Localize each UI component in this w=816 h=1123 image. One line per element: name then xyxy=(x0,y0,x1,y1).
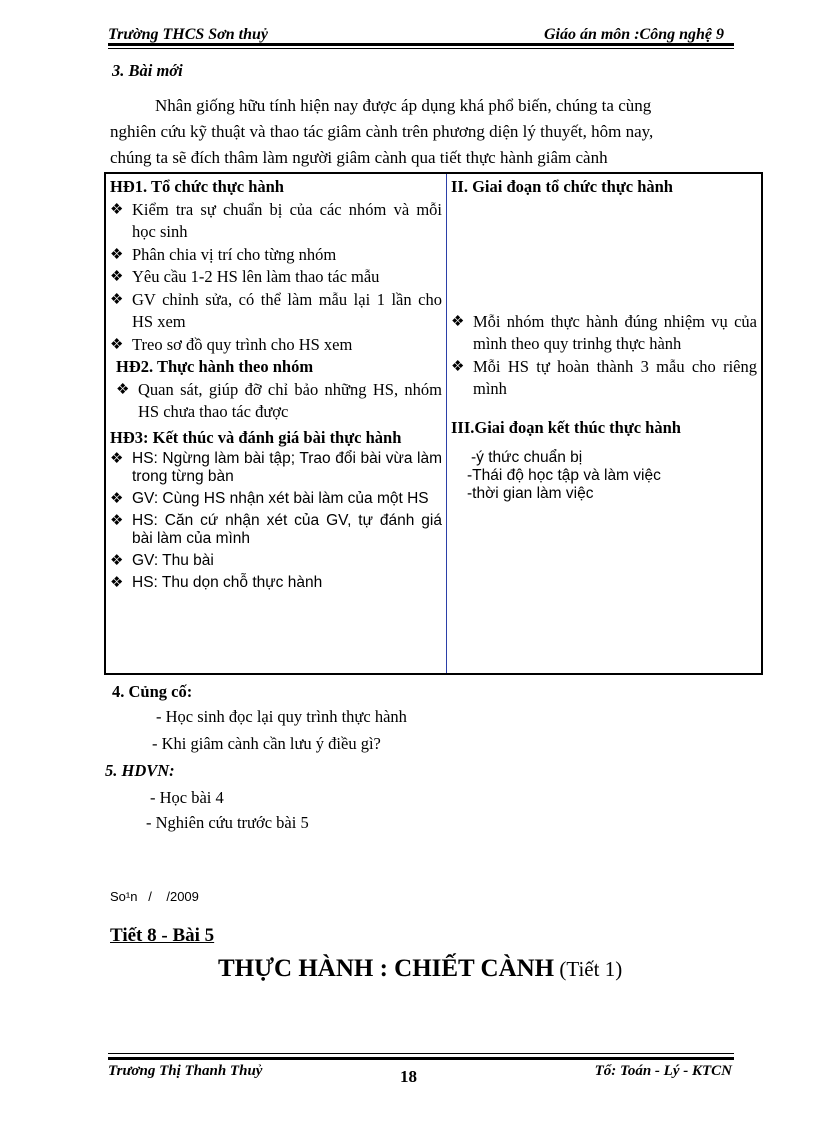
hd1-item: ❖ GV chỉnh sửa, có thể làm mẫu lại 1 lần cho HS xem xyxy=(110,289,442,331)
diamond-bullet-icon: ❖ xyxy=(110,336,124,353)
lesson-title-main: THỰC HÀNH : CHIẾT CÀNH xyxy=(218,955,555,982)
hd3-item: ❖ GV: Thu bài xyxy=(110,551,214,569)
hd2-title: HĐ2. Thực hành theo nhóm xyxy=(116,357,314,376)
page-number: 18 xyxy=(400,1067,417,1086)
preparation-date: So¹n / /2009 xyxy=(110,889,199,904)
footer-department: Tổ: Toán - Lý - KTCN xyxy=(594,1063,732,1079)
teacher-activities-cell xyxy=(105,173,447,674)
section4-line-1: - Học sinh đọc lại quy trình thực hành xyxy=(156,707,407,726)
section5-line-2: - Nghiên cứu trước bài 5 xyxy=(146,813,309,832)
stage2-item: ❖ Mỗi nhóm thực hành đúng nhiệm vụ của mình theo quy trinhg thực hành xyxy=(451,311,757,353)
diamond-bullet-icon: ❖ xyxy=(110,489,124,507)
hd2-item: ❖ Quan sát, giúp đỡ chỉ bảo những HS, nhóm HS chưa thao tác được xyxy=(116,379,442,421)
diamond-bullet-icon: ❖ xyxy=(110,201,124,218)
footer-author: Trương Thị Thanh Thuỷ xyxy=(108,1063,263,1079)
footer-rule-thick xyxy=(108,1057,734,1060)
diamond-bullet-icon: ❖ xyxy=(110,511,124,529)
lesson-subtitle: Tiết 8 - Bài 5 xyxy=(110,925,215,946)
diamond-bullet-icon: ❖ xyxy=(451,358,465,375)
diamond-bullet-icon: ❖ xyxy=(110,291,124,308)
hd1-item: ❖ Yêu cầu 1-2 HS lên làm thao tác mẫu xyxy=(110,267,380,286)
lesson-title-suffix: (Tiết 1) xyxy=(554,957,623,981)
section3-heading: 3. Bài mới xyxy=(112,61,183,80)
student-activities-cell xyxy=(447,173,763,674)
stage2-item: ❖ Mỗi HS tự hoàn thành 3 mẫu cho riêng mình xyxy=(451,356,757,398)
hd3-item: ❖ HS: Ngừng làm bài tập; Trao đổi bài vừa làm trong từng bàn xyxy=(110,449,442,485)
stage3-line: -Thái độ học tập và làm việc xyxy=(467,467,661,484)
header-school: Trường THCS Sơn thuỷ xyxy=(108,26,268,43)
hd3-item: ❖ HS: Căn cứ nhận xét của GV, tự đánh giá bài làm của mình xyxy=(110,511,442,547)
lesson-title xyxy=(218,955,622,983)
diamond-bullet-icon: ❖ xyxy=(451,313,465,330)
stage3-line: -thời gian làm việc xyxy=(467,485,594,502)
header-rule-thin xyxy=(108,48,734,49)
header-rule-thick xyxy=(108,43,734,46)
diamond-bullet-icon: ❖ xyxy=(110,573,124,591)
diamond-bullet-icon: ❖ xyxy=(110,246,124,263)
section3-line-1: Nhân giống hữu tính hiện nay được áp dụng khá phổ biến, chúng ta cùng xyxy=(155,96,652,115)
stage3-title: III.Giai đoạn kết thúc thực hành xyxy=(451,417,681,437)
section3-line-3: chúng ta sẽ đích thâm làm người giâm cành qua tiết thực hành giâm cành xyxy=(110,148,608,167)
diamond-bullet-icon: ❖ xyxy=(110,269,124,285)
hd3-title: HĐ3: Kết thúc và đánh giá bài thực hành xyxy=(110,427,402,447)
stage3-line: -ý thức chuẩn bị xyxy=(471,449,583,466)
header-subject: Giáo án môn :Công nghệ 9 xyxy=(543,26,724,43)
stage2-title: II. Giai đoạn tổ chức thực hành xyxy=(451,177,673,196)
hd3-item: ❖ HS: Thu dọn chỗ thực hành xyxy=(110,573,323,591)
hd1-title: HĐ1. Tổ chức thực hành xyxy=(110,177,284,196)
activity-table xyxy=(104,172,763,675)
hd1-item: ❖ Kiểm tra sự chuẩn bị của các nhóm và mỗi học sinh xyxy=(110,199,442,241)
hd3-item: ❖ GV: Cùng HS nhận xét bài làm của một HS xyxy=(110,489,429,507)
hd1-item: ❖ Treo sơ đồ quy trình cho HS xem xyxy=(110,334,353,354)
section5-line-1: - Học bài 4 xyxy=(150,788,224,807)
diamond-bullet-icon: ❖ xyxy=(110,551,124,569)
section5-heading: 5. HDVN: xyxy=(105,761,175,780)
footer-rule-thin xyxy=(108,1053,734,1054)
diamond-bullet-icon: ❖ xyxy=(116,381,130,398)
hd1-item: ❖ Phân chia vị trí cho từng nhóm xyxy=(110,244,337,264)
section3-line-2: nghiên cứu kỹ thuật và thao tác giâm cành trên phương diện lý thuyết, hôm nay, xyxy=(110,122,654,141)
section4-heading: 4. Củng cố: xyxy=(112,682,193,701)
diamond-bullet-icon: ❖ xyxy=(110,449,124,467)
section4-line-2: - Khi giâm cành cần lưu ý điều gì? xyxy=(152,734,381,753)
